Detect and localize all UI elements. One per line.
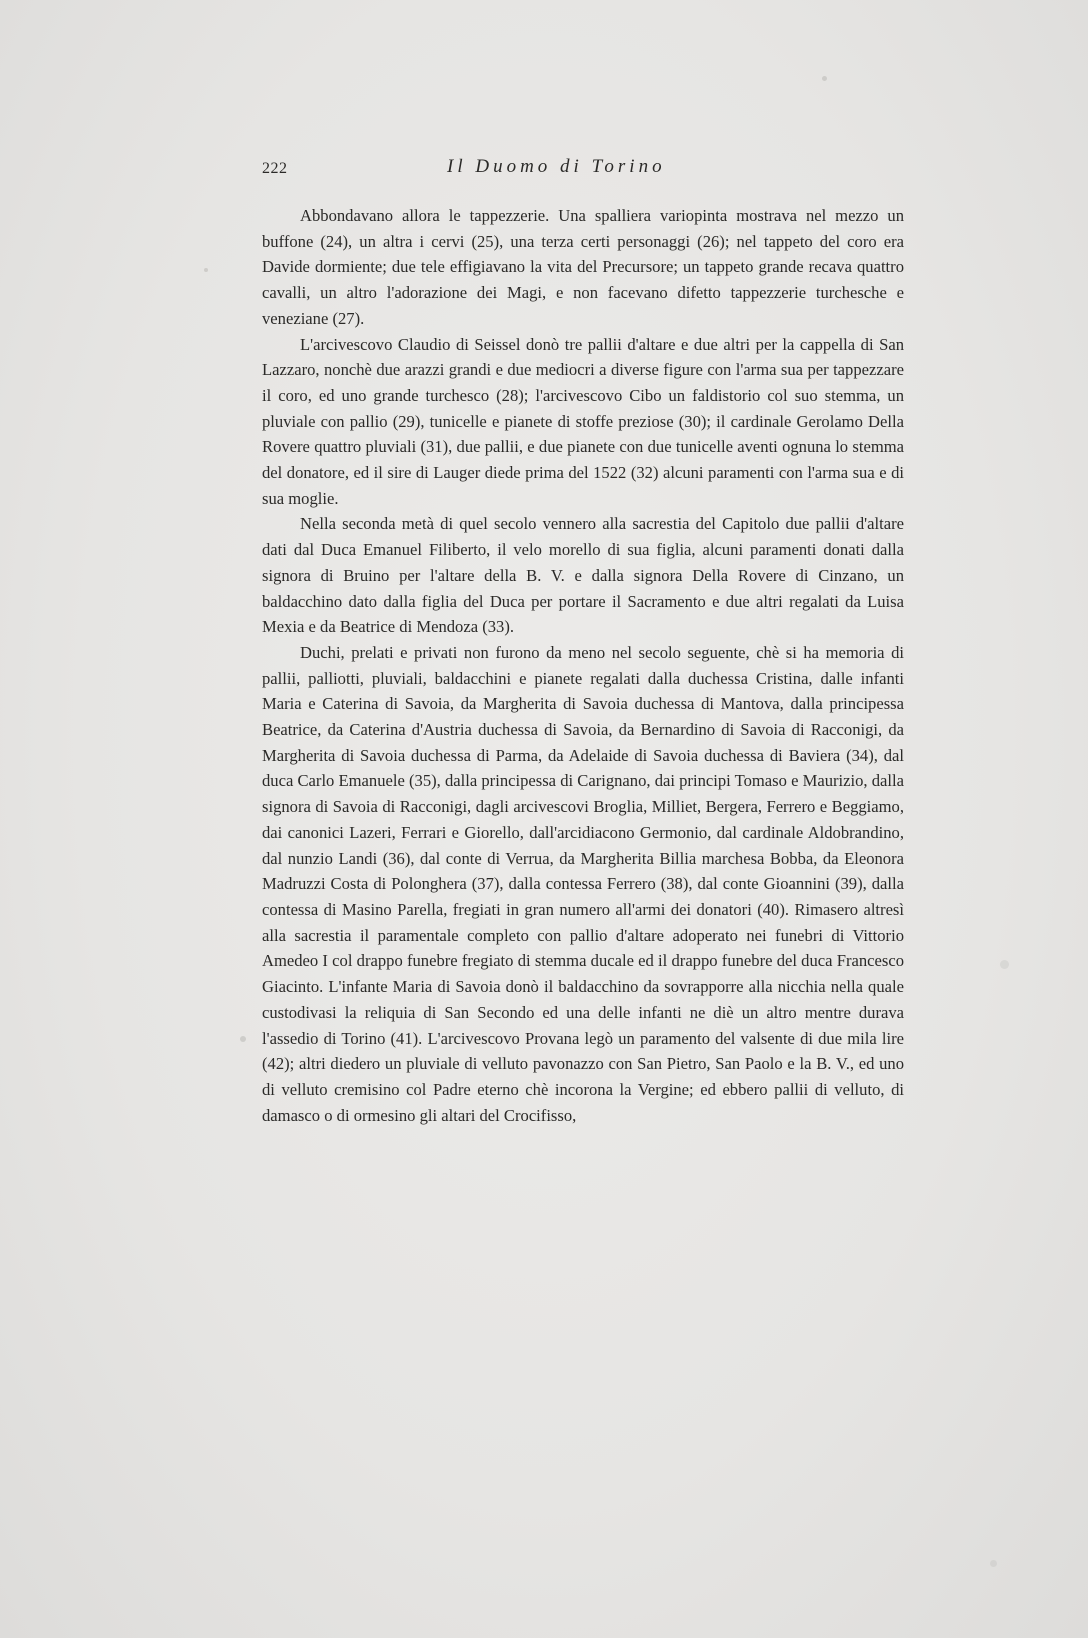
- paragraph-second-half-century: Nella seconda metà di quel secolo vennero alla sacrestia del Capitolo due pallii d'altare dati dal Duca Emanuel Filiberto, il velo morello di sua figlia, alcuni paramenti donati dalla signora di Bruino per l'altare della B. V. e dalla signora Della Rovere di Cinzano, un baldacchino dato dalla figlia del Duca per portare il Sacramento e due altri regalati da Luisa Mexia e da Beatrice di Mendoza (33).: [262, 514, 904, 637]
- page-number: 222: [262, 160, 288, 177]
- scan-speck: [240, 1036, 246, 1042]
- running-title: Il Duomo di Torino: [447, 156, 666, 177]
- scan-speck: [204, 268, 208, 272]
- paragraph-seissel-donations: L'arcivescovo Claudio di Seissel donò tre pallii d'altare e due altri per la cappella di San Lazzaro, nonchè due arazzi grandi e due mediocri a diverse figure con l'arma sua per tappezzare il coro, ed uno grande turchesco (28); l'arcivescovo Cibo un faldistorio col suo stemma, un pluviale con pallio (29), tunicelle e pianete di stoffe preziose (30); il cardinale Gerolamo Della Rovere quattro pluviali (31), due pallii, e due pianete con due tunicelle aventi ognuna lo stemma del donatore, ed il sire di Lauger diede prima del 1522 (32) alcuni paramenti con l'arma sua e di sua moglie.: [262, 334, 904, 508]
- body-text: [262, 203, 904, 1128]
- paragraph-tapestries: Abbondavano allora le tappezzerie. Una spalliera variopinta mostrava nel mezzo un buffone (24), un altra i cervi (25), una terza certi personaggi (26); nel tappeto del coro era Davide dormiente; due tele effigiavano la vita del Precursore; un tappeto grande recava quattro cavalli, un altro l'adorazione dei Magi, e non facevano difetto tappezzerie turchesche e veneziane (27).: [262, 206, 904, 328]
- scan-speck: [1000, 960, 1009, 969]
- scan-speck: [990, 1560, 997, 1567]
- running-header: [262, 156, 906, 186]
- paragraph-following-century: Duchi, prelati e privati non furono da meno nel secolo seguente, chè si ha memoria di pallii, palliotti, pluviali, baldacchini e pianete regalati dalla duchessa Cristina, dalle infanti Maria e Caterina di Savoia, da Margherita di Savoia duchessa di Mantova, dalla principessa Beatrice, da Caterina d'Austria duchessa di Savoia, da Bernardino di Savoia di Racconigi, da Margherita di Savoia duchessa di Parma, da Adelaide di Savoia duchessa di Baviera (34), dal duca Carlo Emanuele (35), dalla principessa di Carignano, dai principi Tomaso e Maurizio, dalla signora di Savoia di Racconigi, dagli arcivescovi Broglia, Milliet, Bergera, Ferrero e Beggiamo, dai canonici Lazeri, Ferrari e Giorello, dall'arcidiacono Germonio, dal cardinale Aldobrandino, dal nunzio Landi (36), dal conte di Verrua, da Margherita Billia marchesa Bobba, da Eleonora Madruzzi Costa di Polonghera (37), dalla contessa Ferrero (38), dal conte Gioannini (39), dalla contessa di Masino Parella, fregiati in gran numero all'armi dei donatori (40). Rimasero altresì alla sacrestia il paramentale completo con pallio d'altare adoperato nei funebri di Vittorio Amedeo I col drappo funebre fregiato di stemma ducale ed il drappo funebre del duca Francesco Giacinto. L'infante Maria di Savoia donò il baldacchino da sovrapporre alla nicchia nella quale custodivasi la reliquia di San Secondo ed una delle infanti ne diè un altro mentre durava l'assedio di Torino (41). L'arcivescovo Provana legò un paramento del valsente di due mila lire (42); altri diedero un pluviale di velluto pavonazzo con San Pietro, San Paolo e la B. V., ed uno di velluto cremisino col Padre eterno chè incorona la Vergine; ed ebbero pallii di velluto, di damasco o di ormesino gli altari del Crocifisso,: [262, 642, 904, 1125]
- scan-speck: [822, 76, 827, 81]
